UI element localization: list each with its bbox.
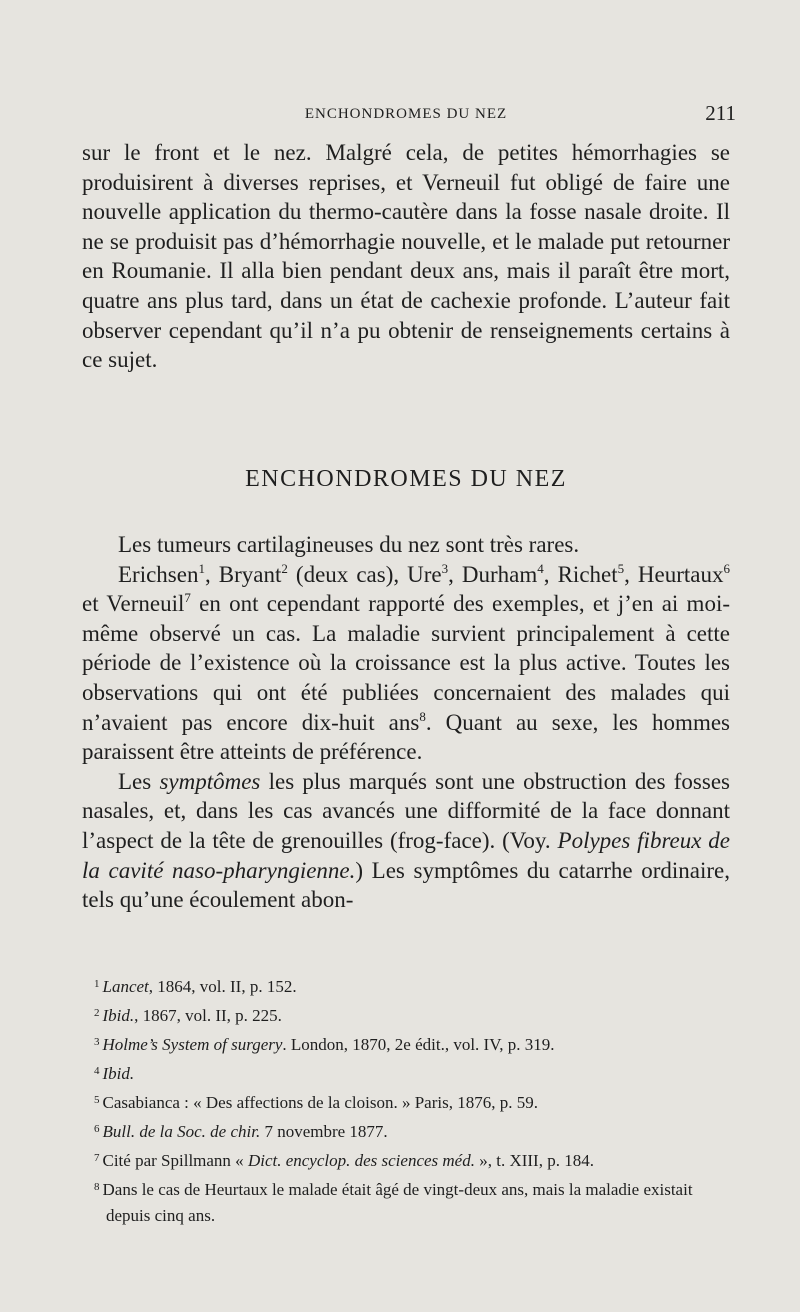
footnote-italic: Ibid. xyxy=(102,1006,135,1025)
footnote-text: , 1864, vol. II, p. 152. xyxy=(148,977,297,996)
footnote xyxy=(90,1000,730,1029)
footnote-text: 7 novembre 1877. xyxy=(260,1122,388,1141)
footnote-text: Casabianca : « Des affections de la cloison. » Paris, 1876, p. 59. xyxy=(102,1093,538,1112)
footnote-number: 3 xyxy=(94,1036,100,1048)
footnote-ref: 7 xyxy=(184,590,191,606)
footnote-number: 4 xyxy=(94,1065,100,1077)
footnote xyxy=(90,1174,730,1229)
running-head xyxy=(82,101,736,129)
author-ure: (deux cas), Ure xyxy=(287,561,442,587)
paragraph-text: . Quant au sexe, les hommes paraissent être atteints de préférence. xyxy=(82,709,731,765)
footnote xyxy=(90,1029,730,1058)
footnote-ref: 3 xyxy=(441,560,449,576)
footnote-italic: Holme’s System of surgery xyxy=(102,1035,283,1054)
footnote-text: Dans le cas de Heurtaux le malade était âgé de vingt-deux ans, mais la maladie existait depuis cinq ans. xyxy=(102,1180,693,1225)
author-verneuil: et Verneuil xyxy=(82,591,185,617)
footnote-italic: Ibid. xyxy=(102,1064,135,1083)
footnote-number: 7 xyxy=(94,1152,100,1164)
author-bryant: , Bryant xyxy=(204,561,282,587)
footnote-ref: 1 xyxy=(198,560,205,576)
footnote-italic: Bull. de la Soc. de chir. xyxy=(102,1122,261,1141)
page-number: 211 xyxy=(705,101,736,125)
running-head-title: ENCHONDROMES DU NEZ xyxy=(304,106,508,122)
footnote-ref: 4 xyxy=(537,560,544,576)
footnote xyxy=(90,1116,730,1145)
paragraph-symptoms xyxy=(82,767,730,915)
footnote-number: 6 xyxy=(94,1123,100,1135)
footnote-italic: Dict. encyclop. des sciences méd. xyxy=(247,1151,475,1170)
footnote-number: 5 xyxy=(94,1094,100,1106)
footnote xyxy=(90,1087,730,1116)
footnote-ref: 6 xyxy=(723,560,731,576)
footnote-ref: 2 xyxy=(281,560,288,576)
author-durham: , Durham xyxy=(448,561,538,587)
footnote-ref: 8 xyxy=(419,708,426,724)
paragraph-intro: Les tumeurs cartilagineuses du nez sont très rares. xyxy=(118,532,580,557)
author-richet: , Richet xyxy=(543,561,618,587)
author-heurtaux: , Heurtaux xyxy=(624,561,724,587)
footnote xyxy=(90,1145,730,1174)
footnote-ref: 5 xyxy=(617,560,625,576)
footnote-text: Cité par Spillmann « xyxy=(102,1151,248,1170)
italic-reference: Polypes fibreux de la cavité naso-pharyngienne. xyxy=(82,827,730,883)
text-span: Les xyxy=(118,768,160,794)
footnote-text: . London, 1870, 2e édit., vol. IV, p. 319. xyxy=(282,1035,555,1054)
section-body xyxy=(82,530,730,915)
section-heading: ENCHONDROMES DU NEZ xyxy=(245,466,567,492)
paragraph-authors xyxy=(82,560,730,767)
paragraph-text: en ont cependant rapporté des exemples, et j’en ai moi-même observé un cas. La maladie survient principalement à cette période de l’existence où la croissance est la plus active. Toutes les observations qui ont été publiées concernaient des malades qui n’avaient pas encore dix-huit ans xyxy=(82,591,730,735)
italic-term: symptômes xyxy=(159,768,261,794)
footnote-number: 2 xyxy=(94,1007,100,1019)
footnote-number: 1 xyxy=(94,978,100,990)
footnote-italic: Lancet xyxy=(102,977,149,996)
footnote xyxy=(90,1058,730,1087)
footnotes xyxy=(90,971,730,1229)
footnote-text: », t. XIII, p. 184. xyxy=(474,1151,594,1170)
text-span: ) Les symptômes du catarrhe ordinaire, tels qu’une écoulement abon- xyxy=(82,857,730,913)
author-erichsen: Erichsen xyxy=(118,561,199,587)
footnote-text: , 1867, vol. II, p. 225. xyxy=(134,1006,282,1025)
paragraph-text: sur le front et le nez. Malgré cela, de petites hémorrhagies se produisirent à diverses reprises, et Verneuil fut obligé de faire une nouvelle application du thermo-cautère dans la fosse nasale droite. Il ne se produisit pas d’hémorrhagie nouvelle, et le malade put retourner en Roumanie. Il alla bien pendant deux ans, mais il paraît être mort, quatre ans plus tard, dans un état de cachexie profonde. L’auteur fait observer cependant qu’il n’a pu obtenir de renseignements certains à ce sujet. xyxy=(82,140,730,373)
text-span: les plus marqués sont une obstruction des fosses nasales, et, dans les cas avancés une difformité de la face donnant l’aspect de la tête de grenouilles (frog-face). (Voy. xyxy=(82,768,730,853)
paragraph-continuation xyxy=(82,138,730,375)
footnote-number: 8 xyxy=(94,1181,100,1193)
footnote xyxy=(90,971,730,1000)
